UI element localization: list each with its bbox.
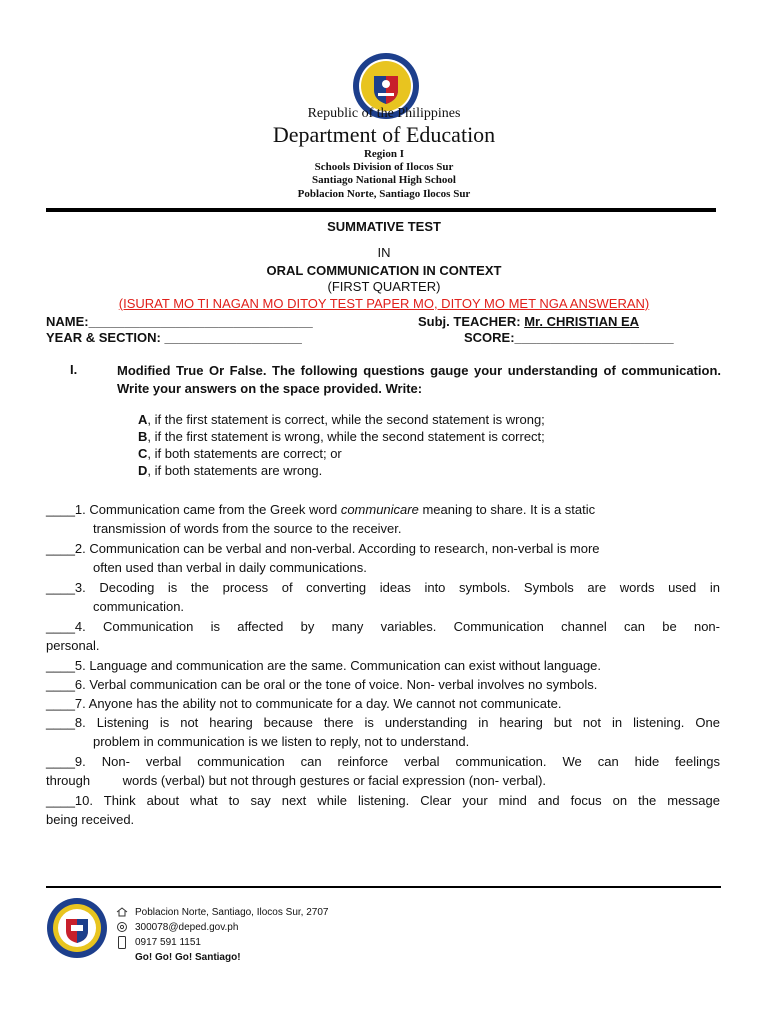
score-field: SCORE:______________________	[464, 330, 674, 345]
phone-icon	[117, 936, 127, 949]
year-section-field: YEAR & SECTION: ___________________	[46, 330, 302, 345]
choice-d	[138, 463, 322, 478]
choice-letter: D	[138, 463, 148, 478]
footer-divider	[46, 886, 721, 888]
teacher-field	[418, 314, 639, 329]
choice-letter: B	[138, 429, 148, 444]
teacher-label: Subj. TEACHER:	[418, 314, 521, 329]
question-text: ____1. Communication came from the Greek word	[46, 502, 341, 517]
division-text: Schools Division of Ilocos Sur	[314, 161, 454, 173]
question-continuation: being received.	[46, 812, 135, 827]
question-10	[46, 791, 720, 829]
question-text: ____4. Communication is affected by many variables. Communication channel can be non-	[46, 619, 720, 634]
choice-text: , if the first statement is wrong, while the second statement is correct;	[147, 429, 545, 444]
question-5: ____5. Language and communication are the same. Communication can exist without language.	[46, 658, 602, 673]
question-italic-term: communicare	[340, 502, 419, 517]
school-name: Santiago National High School	[312, 174, 456, 186]
subject-title: ORAL COMMUNICATION IN CONTEXT	[266, 263, 502, 278]
question-8	[46, 713, 720, 751]
question-text: ____9. Non- verbal communication can reinforce verbal communication. We can hide feelings	[46, 754, 720, 769]
question-4	[46, 617, 720, 655]
choice-letter: A	[138, 412, 148, 427]
question-1	[46, 500, 720, 538]
question-continuation: personal.	[46, 638, 100, 653]
footer-address: Poblacion Norte, Santiago, Ilocos Sur, 2707	[135, 907, 329, 918]
footer-phone: 0917 591 1151	[135, 937, 201, 948]
test-title: SUMMATIVE TEST	[327, 219, 441, 234]
question-continuation: often used than verbal in daily communications.	[93, 560, 367, 575]
red-instruction: (ISURAT MO TI NAGAN MO DITOY TEST PAPER MO, DITOY MO MET NGA ANSWERAN)	[118, 296, 650, 311]
teacher-value: Mr. CHRISTIAN EA	[524, 314, 640, 329]
choice-a	[138, 412, 545, 427]
header-divider	[46, 208, 716, 212]
question-7: ____7. Anyone has the ability not to communicate for a day. We cannot not communicate.	[46, 696, 562, 711]
choice-c	[138, 446, 342, 461]
school-logo-icon	[46, 897, 108, 959]
choice-text: , if the first statement is correct, while the second statement is wrong;	[147, 412, 545, 427]
choice-text: , if both statements are correct; or	[147, 446, 342, 461]
choice-text: , if both statements are wrong.	[147, 463, 323, 478]
section-number: I.	[70, 362, 78, 377]
republic-text: Republic of the Philippines	[307, 106, 461, 121]
question-6: ____6. Verbal communication can be oral or the tone of voice. Non- verbal involves no symbols.	[46, 677, 598, 692]
question-2	[46, 539, 720, 577]
question-text: ____10. Think about what to say next while listening. Clear your mind and focus on the message	[46, 793, 720, 808]
region-text: Region I	[363, 148, 405, 160]
question-3	[46, 578, 720, 616]
email-icon	[116, 921, 128, 933]
choice-b	[138, 429, 545, 444]
question-continuation: through words (verbal) but not through gestures or facial expression (non- verbal).	[46, 773, 547, 788]
footer-email: 300078@deped.gov.ph	[135, 922, 239, 933]
section-instruction: Modified True Or False. The following questions gauge your understanding of communication. Write your answers on the space provided. Write:	[117, 363, 721, 396]
choice-letter: C	[138, 446, 148, 461]
question-text: ____3. Decoding is the process of converting ideas into symbols. Symbols are words used in	[46, 580, 720, 595]
question-continuation: problem in communication is we listen to reply, not to understand.	[93, 734, 470, 749]
question-continuation: transmission of words from the source to the receiver.	[93, 521, 402, 536]
question-text: ____2. Communication can be verbal and non-verbal. According to research, non-verbal is more	[46, 541, 600, 556]
quarter-text: (FIRST QUARTER)	[327, 279, 441, 294]
question-text: ____8. Listening is not hearing because there is understanding in hearing but not in listening. One	[46, 715, 720, 730]
school-address: Poblacion Norte, Santiago Ilocos Sur	[297, 188, 471, 200]
name-field: NAME:_______________________________	[46, 314, 313, 329]
title-in: IN	[377, 245, 391, 260]
department-title: Department of Education	[272, 122, 496, 147]
footer-motto: Go! Go! Go! Santiago!	[135, 952, 241, 963]
question-9	[46, 752, 720, 790]
location-icon	[116, 906, 128, 918]
question-continuation: communication.	[93, 599, 185, 614]
question-text: meaning to share. It is a static	[418, 502, 596, 517]
